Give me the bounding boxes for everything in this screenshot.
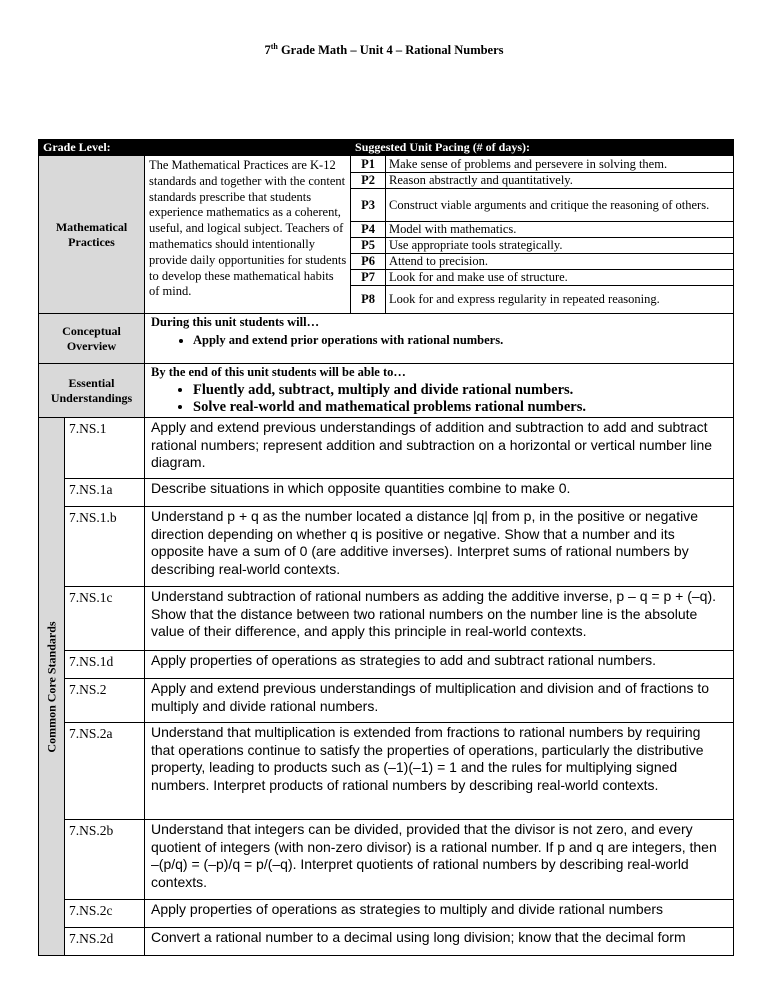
pacing-header: Suggested Unit Pacing (# of days):	[351, 140, 734, 156]
practice-text: Look for and express regularity in repeated reasoning.	[389, 292, 660, 307]
practice-text: Use appropriate tools strategically.	[386, 237, 734, 253]
standard-code: 7.NS.1.b	[65, 507, 145, 587]
conceptual-overview	[145, 314, 734, 364]
standard-code: 7.NS.2b	[65, 820, 145, 900]
practice-code: P6	[351, 253, 386, 269]
practice-text: Reason abstractly and quantitatively.	[386, 172, 734, 188]
standard-code: 7.NS.1a	[65, 479, 145, 507]
essential-lead: By the end of this unit students will be able to…	[151, 365, 406, 379]
essential-understandings-label: Essential Understandings	[39, 364, 145, 418]
essential-understandings	[145, 364, 734, 418]
practices-list	[351, 156, 733, 313]
standard-text: Understand subtraction of rational numbers as adding the additive inverse, p – q = p + (–q). Show that the distance between two rational numbers on the number line is the absolute value of their difference, and apply this principle in real-world contexts.	[145, 587, 734, 651]
math-practices-label: Mathematical Practices	[39, 156, 145, 314]
practice-code: P8	[351, 285, 386, 313]
list-item: • Fluently add, subtract, multiply and divide rational numbers.	[193, 382, 727, 399]
practice-code: P4	[351, 221, 386, 237]
practice-text: Model with mathematics.	[386, 221, 734, 237]
document-title: 7th Grade Math – Unit 4 – Rational Numbers	[264, 42, 504, 58]
standard-code: 7.NS.2c	[65, 900, 145, 928]
practice-code: P3	[351, 188, 386, 221]
practice-text: Make sense of problems and persevere in solving them.	[386, 156, 734, 172]
standard-text: Apply and extend previous understandings of addition and subtraction to add and subtract rational numbers; represent addition and subtraction on a horizontal or vertical number line diagram.	[145, 418, 734, 479]
standard-text: Convert a rational number to a decimal using long division; know that the decimal form	[145, 928, 734, 956]
grade-level-header: Grade Level:	[39, 140, 351, 156]
practice-code: P7	[351, 269, 386, 285]
standard-code: 7.NS.2a	[65, 723, 145, 820]
standard-text: Apply properties of operations as strategies to add and subtract rational numbers.	[145, 651, 734, 679]
standard-text: Apply properties of operations as strategies to multiply and divide rational numbers	[145, 900, 734, 928]
common-core-standards-label: Common Core Standards	[39, 418, 65, 956]
list-item: • Solve real-world and mathematical problems rational numbers.	[193, 399, 727, 416]
standard-text: Understand p + q as the number located a distance |q| from p, in the positive or negative direction depending on whether q is positive or negative. Show that a number and its opposite have a sum of 0 (are additive inverses). Interpret sums of rational numbers by describing real-world contexts.	[145, 507, 734, 587]
practice-text: Attend to precision.	[386, 253, 734, 269]
standard-code: 7.NS.2d	[65, 928, 145, 956]
standard-text: Apply and extend previous understandings of multiplication and division and of fractions to multiply and divide rational numbers.	[145, 679, 734, 723]
standard-code: 7.NS.2	[65, 679, 145, 723]
unit-plan-table	[38, 139, 734, 956]
conceptual-lead: During this unit students will…	[151, 315, 320, 329]
math-practices-description: The Mathematical Practices are K-12 standards and together with the content standards prescribe that students experience mathematics as a coherent, useful, and logical subject. Teachers of mathematics should intentionally provide daily opportunities for students to develop these mathematical habits of mind.	[145, 156, 351, 314]
practice-code: P5	[351, 237, 386, 253]
practice-code: P2	[351, 172, 386, 188]
practice-code: P1	[351, 156, 386, 172]
practice-text: Look for and make use of structure.	[386, 269, 734, 285]
standard-text: Understand that integers can be divided, provided that the divisor is not zero, and every quotient of integers (with non-zero divisor) is a rational number. If p and q are integers, then –(p/q) = (–p)/q = p/(–q). Interpret quotients of rational numbers by describing real-world contexts.	[145, 820, 734, 900]
practice-text: Construct viable arguments and critique the reasoning of others.	[386, 188, 734, 221]
list-item: • Apply and extend prior operations with rational numbers.	[193, 332, 727, 348]
standard-code: 7.NS.1c	[65, 587, 145, 651]
standard-code: 7.NS.1d	[65, 651, 145, 679]
standard-text: Understand that multiplication is extended from fractions to rational numbers by requiring that operations continue to satisfy the properties of operations, particularly the distributive property, leading to products such as (–1)(–1) = 1 and the rules for multiplying signed numbers. Interpret products of rational numbers by describing real-world contexts.	[145, 723, 734, 820]
standard-text: Describe situations in which opposite quantities combine to make 0.	[145, 479, 734, 507]
standard-code: 7.NS.1	[65, 418, 145, 479]
conceptual-overview-label: Conceptual Overview	[39, 314, 145, 364]
